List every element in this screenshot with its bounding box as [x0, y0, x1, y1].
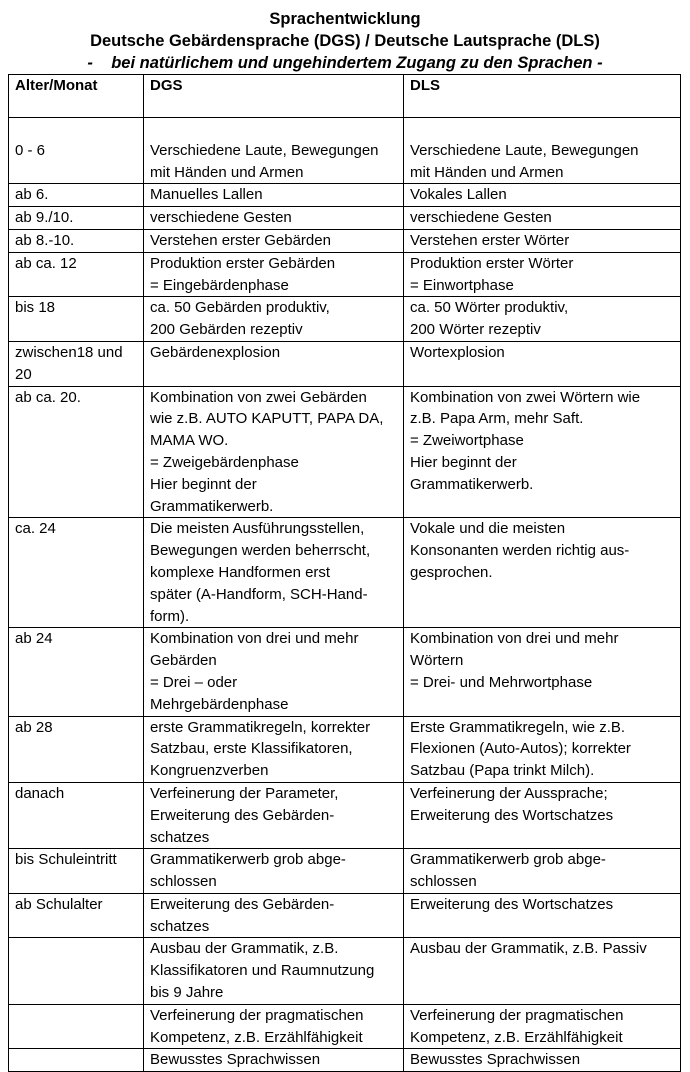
cell-dgs: Produktion erster Gebärden = Eingebärdenphase: [144, 252, 404, 297]
table-row: [9, 1004, 681, 1049]
header-dls: DLS: [404, 75, 681, 118]
cell-dgs: Kombination von drei und mehr Gebärden = Drei – oder Mehrgebärdenphase: [144, 628, 404, 716]
table-body: [9, 118, 681, 1072]
cell-age: [9, 1004, 144, 1049]
cell-age: ab Schulalter: [9, 893, 144, 938]
cell-age: bis Schuleintritt: [9, 849, 144, 894]
table-row: [9, 782, 681, 848]
cell-dls: Verfeinerung der Aussprache; Erweiterung des Wortschatzes: [404, 782, 681, 848]
cell-dls: Kombination von zwei Wörtern wie z.B. Papa Arm, mehr Saft. = Zweiwortphase Hier beginnt der Grammatikerwerb.: [404, 386, 681, 518]
cell-age: ab 28: [9, 716, 144, 782]
title-line-2: Deutsche Gebärdensprache (DGS) / Deutsche Lautsprache (DLS): [90, 32, 600, 50]
cell-dgs: Manuelles Lallen: [144, 184, 404, 207]
table-row: [9, 518, 681, 628]
cell-age: 0 - 6: [9, 118, 144, 184]
cell-age: bis 18: [9, 297, 144, 342]
cell-dgs: Ausbau der Grammatik, z.B. Klassifikatoren und Raumnutzung bis 9 Jahre: [144, 938, 404, 1004]
cell-age: danach: [9, 782, 144, 848]
cell-dls: Vokale und die meisten Konsonanten werden richtig aus- gesprochen.: [404, 518, 681, 628]
cell-dls: Kombination von drei und mehr Wörtern = Drei- und Mehrwortphase: [404, 628, 681, 716]
cell-age: ab 24: [9, 628, 144, 716]
cell-dgs: Verfeinerung der Parameter, Erweiterung des Gebärden- schatzes: [144, 782, 404, 848]
cell-dls: ca. 50 Wörter produktiv, 200 Wörter rezeptiv: [404, 297, 681, 342]
cell-dgs: Verfeinerung der pragmatischen Kompetenz, z.B. Erzählfähigkeit: [144, 1004, 404, 1049]
document-header: [8, 8, 682, 74]
cell-dgs: erste Grammatikregeln, korrekter Satzbau, erste Klassifikatoren, Kongruenzverben: [144, 716, 404, 782]
cell-dls: Erste Grammatikregeln, wie z.B. Flexionen (Auto-Autos); korrekter Satzbau (Papa trinkt Milch).: [404, 716, 681, 782]
cell-dls: Bewusstes Sprachwissen: [404, 1049, 681, 1072]
table-row: [9, 229, 681, 252]
table-row: [9, 849, 681, 894]
table-row: [9, 118, 681, 184]
cell-dgs: verschiedene Gesten: [144, 207, 404, 230]
title-line-1: Sprachentwicklung: [269, 10, 421, 28]
table-row: [9, 297, 681, 342]
cell-dgs: Verstehen erster Gebärden: [144, 229, 404, 252]
cell-dls: verschiedene Gesten: [404, 207, 681, 230]
cell-dls: Wortexplosion: [404, 341, 681, 386]
cell-dls: Vokales Lallen: [404, 184, 681, 207]
cell-age: ab 9./10.: [9, 207, 144, 230]
cell-dls: Verschiedene Laute, Bewegungen mit Händen und Armen: [404, 118, 681, 184]
cell-dgs: Grammatikerwerb grob abge- schlossen: [144, 849, 404, 894]
cell-age: [9, 1049, 144, 1072]
cell-age: ab 8.-10.: [9, 229, 144, 252]
cell-age: ab ca. 12: [9, 252, 144, 297]
table-row: [9, 938, 681, 1004]
cell-age: ab ca. 20.: [9, 386, 144, 518]
cell-dls: Produktion erster Wörter = Einwortphase: [404, 252, 681, 297]
table-row: [9, 207, 681, 230]
table-row: [9, 893, 681, 938]
table-header-row: [9, 75, 681, 118]
cell-dgs: Erweiterung des Gebärden- schatzes: [144, 893, 404, 938]
cell-dls: Erweiterung des Wortschatzes: [404, 893, 681, 938]
cell-dgs: Gebärdenexplosion: [144, 341, 404, 386]
table-row: [9, 386, 681, 518]
language-development-table: [8, 74, 681, 1072]
header-age: Alter/Monat: [9, 75, 144, 118]
cell-dgs: Verschiedene Laute, Bewegungen mit Händen und Armen: [144, 118, 404, 184]
cell-dgs: Kombination von zwei Gebärden wie z.B. AUTO KAPUTT, PAPA DA, MAMA WO. = Zweigebärdenphase Hier beginnt der Grammatikerwerb.: [144, 386, 404, 518]
table-row: [9, 628, 681, 716]
cell-dgs: Die meisten Ausführungsstellen, Bewegungen werden beherrscht, komplexe Handformen erst später (A-Handform, SCH-Hand- form).: [144, 518, 404, 628]
header-dgs: DGS: [144, 75, 404, 118]
cell-dls: Verfeinerung der pragmatischen Kompetenz, z.B. Erzählfähigkeit: [404, 1004, 681, 1049]
cell-age: ab 6.: [9, 184, 144, 207]
cell-dls: Ausbau der Grammatik, z.B. Passiv: [404, 938, 681, 1004]
table-row: [9, 1049, 681, 1072]
cell-dls: Grammatikerwerb grob abge- schlossen: [404, 849, 681, 894]
title-line-3: - bei natürlichem und ungehindertem Zugang zu den Sprachen -: [87, 54, 603, 72]
table-row: [9, 252, 681, 297]
cell-age: ca. 24: [9, 518, 144, 628]
cell-age: zwischen18 und 20: [9, 341, 144, 386]
cell-age: [9, 938, 144, 1004]
table-row: [9, 341, 681, 386]
cell-dgs: ca. 50 Gebärden produktiv, 200 Gebärden rezeptiv: [144, 297, 404, 342]
cell-dls: Verstehen erster Wörter: [404, 229, 681, 252]
table-row: [9, 716, 681, 782]
cell-dgs: Bewusstes Sprachwissen: [144, 1049, 404, 1072]
table-row: [9, 184, 681, 207]
